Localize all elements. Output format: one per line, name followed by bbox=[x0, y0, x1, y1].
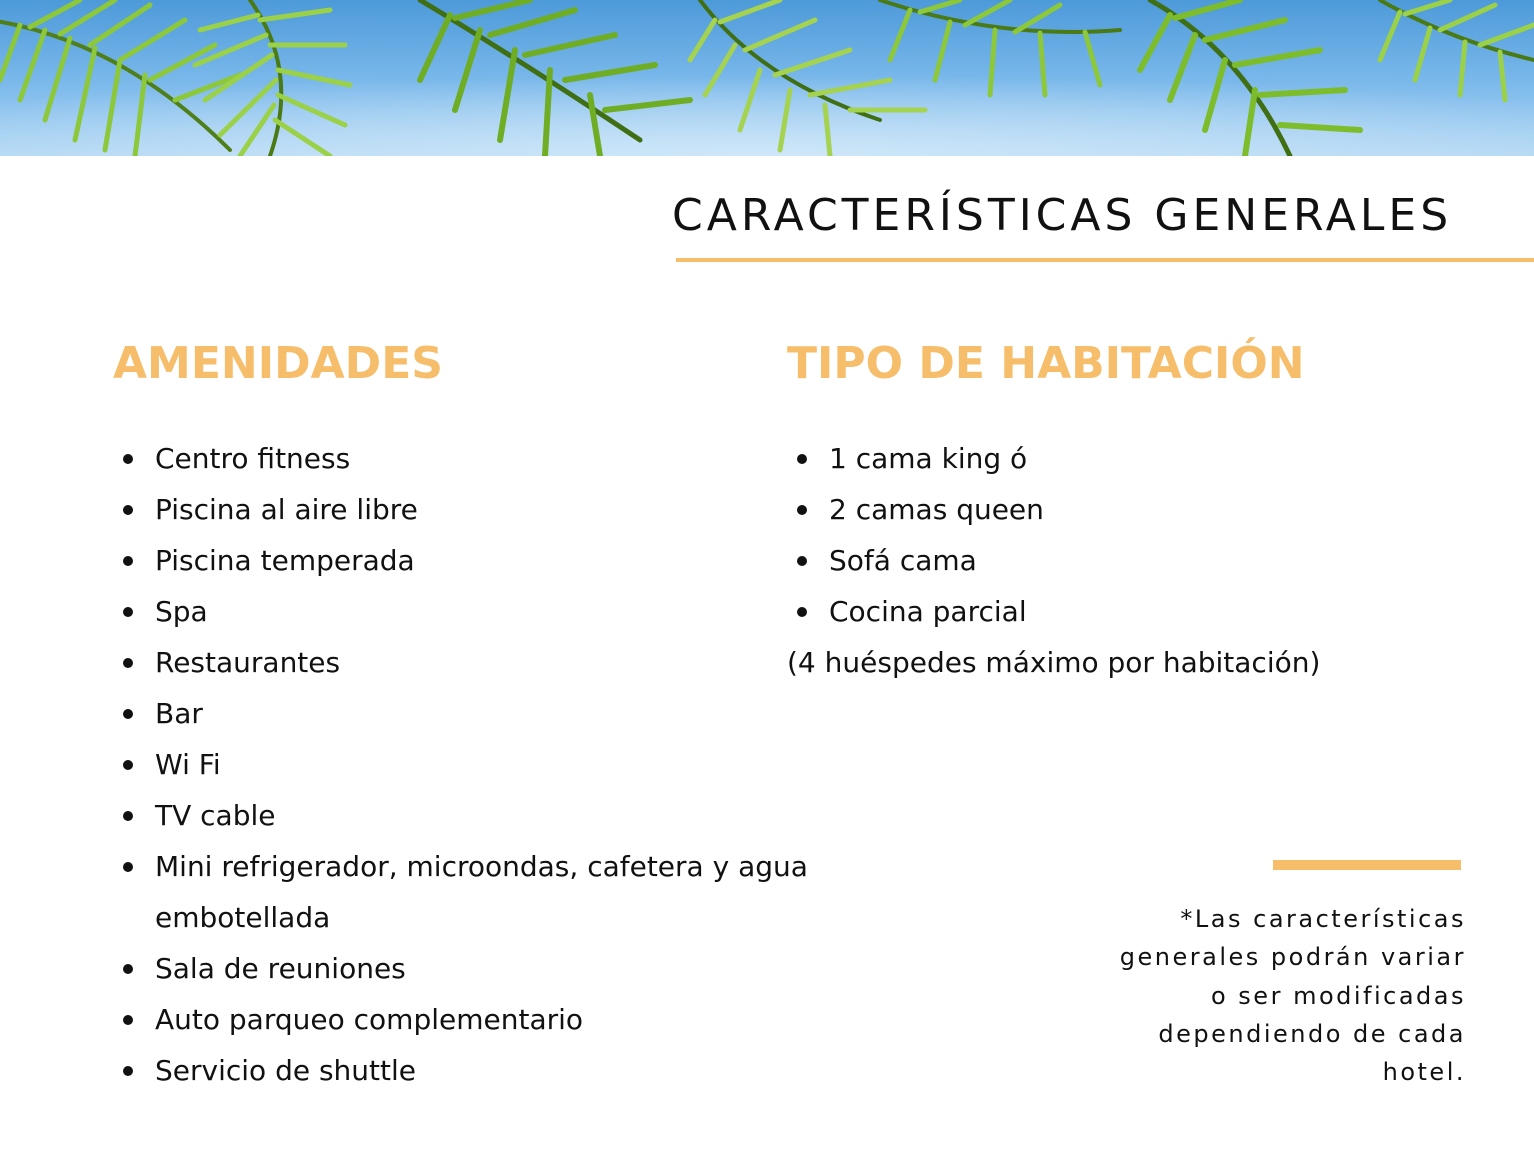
amenity-item: Restaurantes bbox=[113, 637, 853, 688]
amenity-item: Piscina temperada bbox=[113, 535, 853, 586]
title-underline bbox=[676, 258, 1534, 262]
room-type-item: Cocina parcial bbox=[787, 586, 1487, 637]
amenity-item: Centro fitness bbox=[113, 433, 853, 484]
amenity-item: Piscina al aire libre bbox=[113, 484, 853, 535]
amenity-item: TV cable bbox=[113, 790, 853, 841]
room-type-item: 1 cama king ó bbox=[787, 433, 1487, 484]
amenity-item: Spa bbox=[113, 586, 853, 637]
room-type-item: 2 camas queen bbox=[787, 484, 1487, 535]
amenity-item: Auto parqueo complementario bbox=[113, 994, 853, 1045]
disclaimer-text: *Las características generales podrán variar o ser modificadas dependiendo de cada hotel. bbox=[1119, 905, 1466, 1087]
disclaimer-accent-bar bbox=[1273, 860, 1461, 870]
amenity-item: Servicio de shuttle bbox=[113, 1045, 853, 1096]
room-type-item: Sofá cama bbox=[787, 535, 1487, 586]
palm-fronds-icon bbox=[0, 0, 1534, 156]
amenity-item: Mini refrigerador, microondas, cafetera y agua embotellada bbox=[113, 841, 853, 943]
room-type-list bbox=[787, 433, 1487, 637]
page-title: CARACTERÍSTICAS GENERALES bbox=[672, 190, 1453, 241]
amenities-heading: AMENIDADES bbox=[113, 338, 443, 389]
room-type-heading: TIPO DE HABITACIÓN bbox=[787, 338, 1305, 389]
amenity-item: Sala de reuniones bbox=[113, 943, 853, 994]
amenity-item: Wi Fi bbox=[113, 739, 853, 790]
header-banner-image bbox=[0, 0, 1534, 156]
room-capacity-note: (4 huéspedes máximo por habitación) bbox=[787, 646, 1321, 679]
amenities-list bbox=[113, 433, 853, 1096]
amenity-item: Bar bbox=[113, 688, 853, 739]
